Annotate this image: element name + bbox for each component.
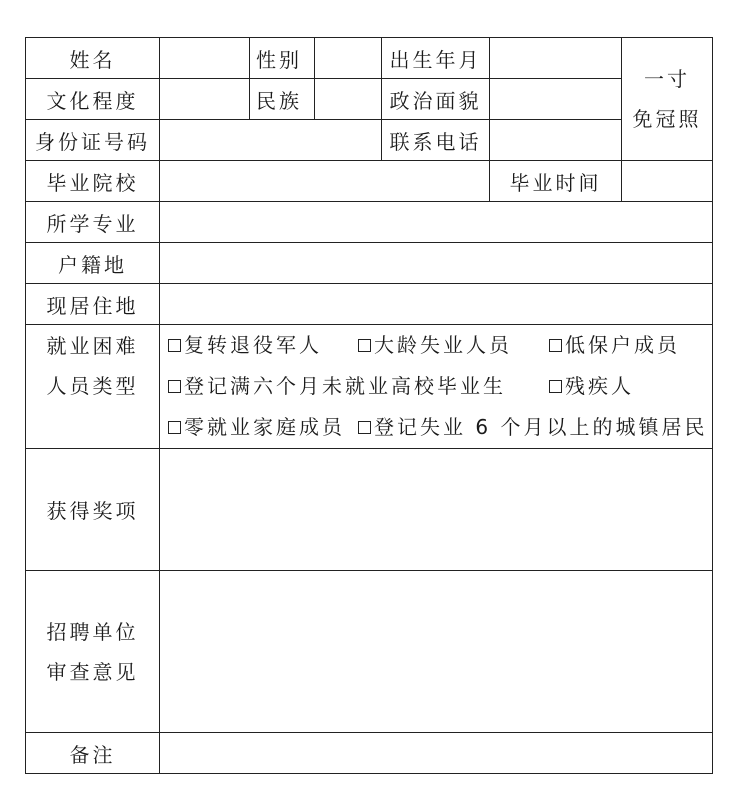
row-review	[26, 571, 713, 733]
review-opinion-field[interactable]	[160, 571, 713, 733]
review-opinion-label-line2: 审查意见	[46, 659, 139, 684]
id-number-label: 身份证号码	[26, 120, 160, 161]
row-major	[26, 202, 713, 243]
checkbox-icon[interactable]	[168, 339, 181, 352]
hukou-label: 户籍地	[26, 243, 160, 284]
row-school	[26, 161, 713, 202]
photo-label-line2: 免冠照	[632, 107, 702, 131]
education-field[interactable]	[160, 79, 250, 120]
phone-field[interactable]	[490, 120, 622, 161]
option-low-income-household[interactable]: 低保户成员	[549, 325, 680, 366]
review-opinion-label-line1: 招聘单位	[46, 619, 139, 644]
graduation-time-label: 毕业时间	[490, 161, 622, 202]
row-name	[26, 38, 713, 79]
remarks-label: 备注	[26, 733, 160, 774]
remarks-field[interactable]	[160, 733, 713, 774]
awards-label: 获得奖项	[26, 449, 160, 571]
id-number-field[interactable]	[160, 120, 382, 161]
awards-field[interactable]	[160, 449, 713, 571]
gender-field[interactable]	[315, 38, 382, 79]
photo-box[interactable]	[622, 38, 713, 161]
name-label: 姓名	[26, 38, 160, 79]
option-registered-unemployed-urban[interactable]: 登记失业 6 个月以上的城镇居民	[358, 407, 707, 448]
political-status-label: 政治面貌	[382, 79, 490, 120]
graduation-time-field[interactable]	[622, 161, 713, 202]
employment-type-label-line1: 就业困难	[46, 334, 139, 358]
major-field[interactable]	[160, 202, 713, 243]
option-veteran[interactable]: 复转退役军人	[168, 325, 358, 366]
option-zero-employment-family[interactable]: 零就业家庭成员	[168, 407, 358, 448]
ethnicity-label: 民族	[250, 79, 315, 120]
major-label: 所学专业	[26, 202, 160, 243]
row-hukou	[26, 243, 713, 284]
checkbox-icon[interactable]	[549, 380, 562, 393]
checkbox-icon[interactable]	[168, 380, 181, 393]
registration-form-table	[25, 37, 713, 774]
residence-field[interactable]	[160, 284, 713, 325]
photo-label-line1: 一寸	[644, 67, 690, 91]
checkbox-icon[interactable]	[549, 339, 562, 352]
employment-type-label	[26, 325, 160, 449]
option-disabled[interactable]: 残疾人	[549, 366, 634, 407]
review-opinion-label	[26, 571, 160, 733]
education-label: 文化程度	[26, 79, 160, 120]
row-residence	[26, 284, 713, 325]
residence-label: 现居住地	[26, 284, 160, 325]
employment-type-options	[160, 325, 713, 449]
school-label: 毕业院校	[26, 161, 160, 202]
row-employment-type	[26, 325, 713, 449]
birth-date-label: 出生年月	[382, 38, 490, 79]
name-field[interactable]	[160, 38, 250, 79]
hukou-field[interactable]	[160, 243, 713, 284]
employment-type-label-line2: 人员类型	[46, 374, 139, 398]
checkbox-icon[interactable]	[358, 339, 371, 352]
row-awards	[26, 449, 713, 571]
option-unemployed-graduate[interactable]: 登记满六个月未就业高校毕业生	[168, 366, 549, 407]
ethnicity-field[interactable]	[315, 79, 382, 120]
row-remarks	[26, 733, 713, 774]
checkbox-icon[interactable]	[168, 421, 181, 434]
school-field[interactable]	[160, 161, 490, 202]
checkbox-icon[interactable]	[358, 421, 371, 434]
phone-label: 联系电话	[382, 120, 490, 161]
birth-date-field[interactable]	[490, 38, 622, 79]
gender-label: 性别	[250, 38, 315, 79]
political-status-field[interactable]	[490, 79, 622, 120]
row-id	[26, 120, 713, 161]
option-older-unemployed[interactable]: 大龄失业人员	[358, 325, 549, 366]
row-education	[26, 79, 713, 120]
